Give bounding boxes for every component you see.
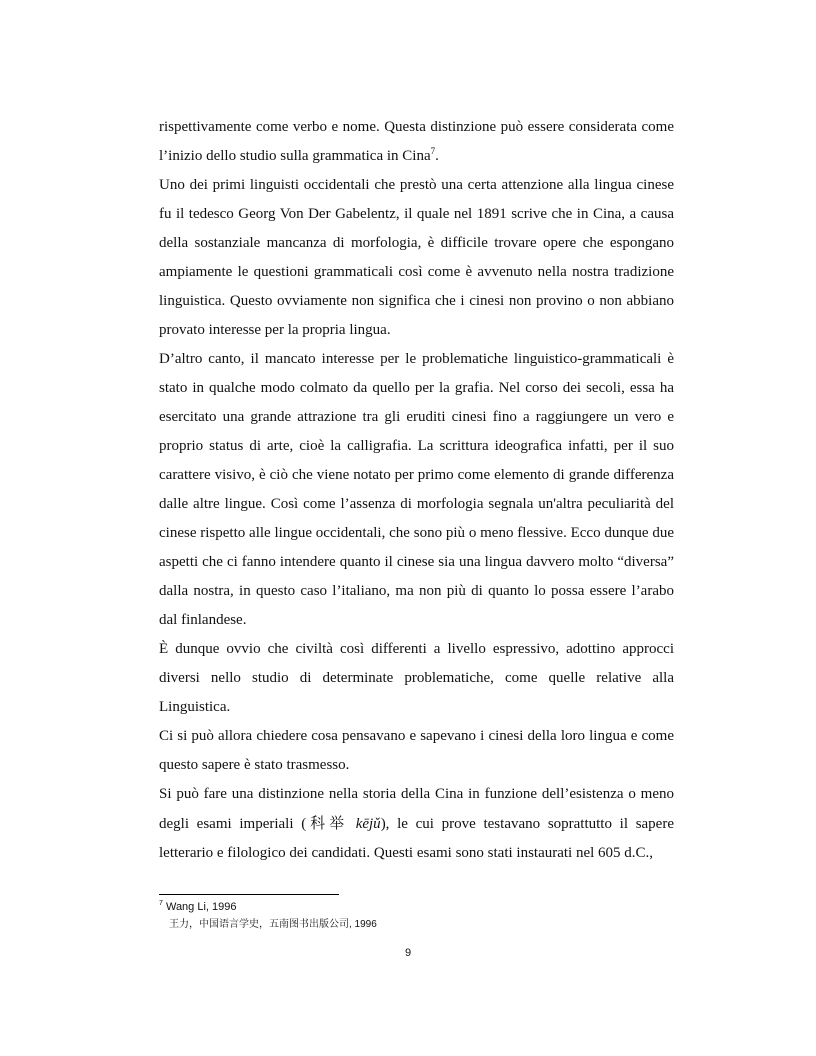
footnote-reference[interactable]: 7 — [430, 146, 436, 156]
paragraph-1 — [159, 113, 674, 171]
paragraph-6-before: Si può fare una distinzione nella storia della Cina in funzione dell’esistenza o meno degli esami imperiali ( — [159, 786, 674, 832]
footnote — [159, 899, 674, 933]
body-text — [159, 113, 674, 868]
footnote-line-2: 王力，中国语言学史，五南图书出版公司, 1996 — [169, 919, 377, 930]
paragraph-4: È dunque ovvio che civiltà così differenti a livello espressivo, adottino approcci diversi nello studio di determinate problematiche, come quelle relative alla Linguistica. — [159, 641, 674, 715]
paragraph-2: Uno dei primi linguisti occidentali che prestò una certa attenzione alla lingua cinese fu il tedesco Georg Von Der Gabelentz, il quale nel 1891 scrive che in Cina, a causa della sostanziale mancanza di morfologia, è difficile trovare opere che espongano ampiamente le questioni grammaticali così come è avvenuto nella nostra tradizione linguistica. Questo ovviamente non significa che i cinesi non provino o non abbiano provato interesse per la propria lingua. — [159, 177, 674, 338]
paragraph-5: Ci si può allora chiedere cosa pensavano e sapevano i cinesi della loro lingua e come questo sapere è stato trasmesso. — [159, 728, 674, 773]
paragraph-6-after: ), le cui prove testavano soprattutto il sapere letterario e filologico dei candidati. Questi esami sono stati instaurati nel 605 d.C., — [159, 816, 674, 861]
paragraph-1-text: rispettivamente come verbo e nome. Questa distinzione può essere considerata come l’inizio dello studio sulla grammatica in Cina — [159, 119, 674, 164]
paragraph-3: D’altro canto, il mancato interesse per le problematiche linguistico-grammaticali è stato in qualche modo colmato da quello per la grafia. Nel corso dei secoli, essa ha esercitato una grande attrazione tra gli eruditi cinesi fino a raggiungere un vero e proprio status di arte, cioè la calligrafia. La scrittura ideografica infatti, per il suo carattere visivo, è ciò che viene notato per primo come elemento di grande differenza dalle altre lingue. Così come l’assenza di morfologia segnala un'altra peculiarità del cinese rispetto alle lingue occidentali, che sono più o meno flessive. Ecco dunque due aspetti che ci fanno intendere quanto il cinese sia una lingua davvero molto “diversa” dalla nostra, in questo caso l’italiano, ma non più di quanto lo possa essere l’arabo dal finlandese. — [159, 351, 674, 628]
pinyin-term: kējǔ — [355, 816, 381, 832]
hanzi-term: 科举 — [306, 814, 349, 832]
footnote-citation: Wang Li, 1996 — [165, 901, 237, 913]
footnote-separator — [159, 894, 339, 895]
page-number: 9 — [404, 947, 412, 959]
footnote-number: 7 — [159, 900, 163, 907]
paragraph-6 — [159, 780, 674, 868]
paragraph-1-tail: . — [435, 148, 439, 164]
footnote-line-1 — [159, 899, 674, 916]
